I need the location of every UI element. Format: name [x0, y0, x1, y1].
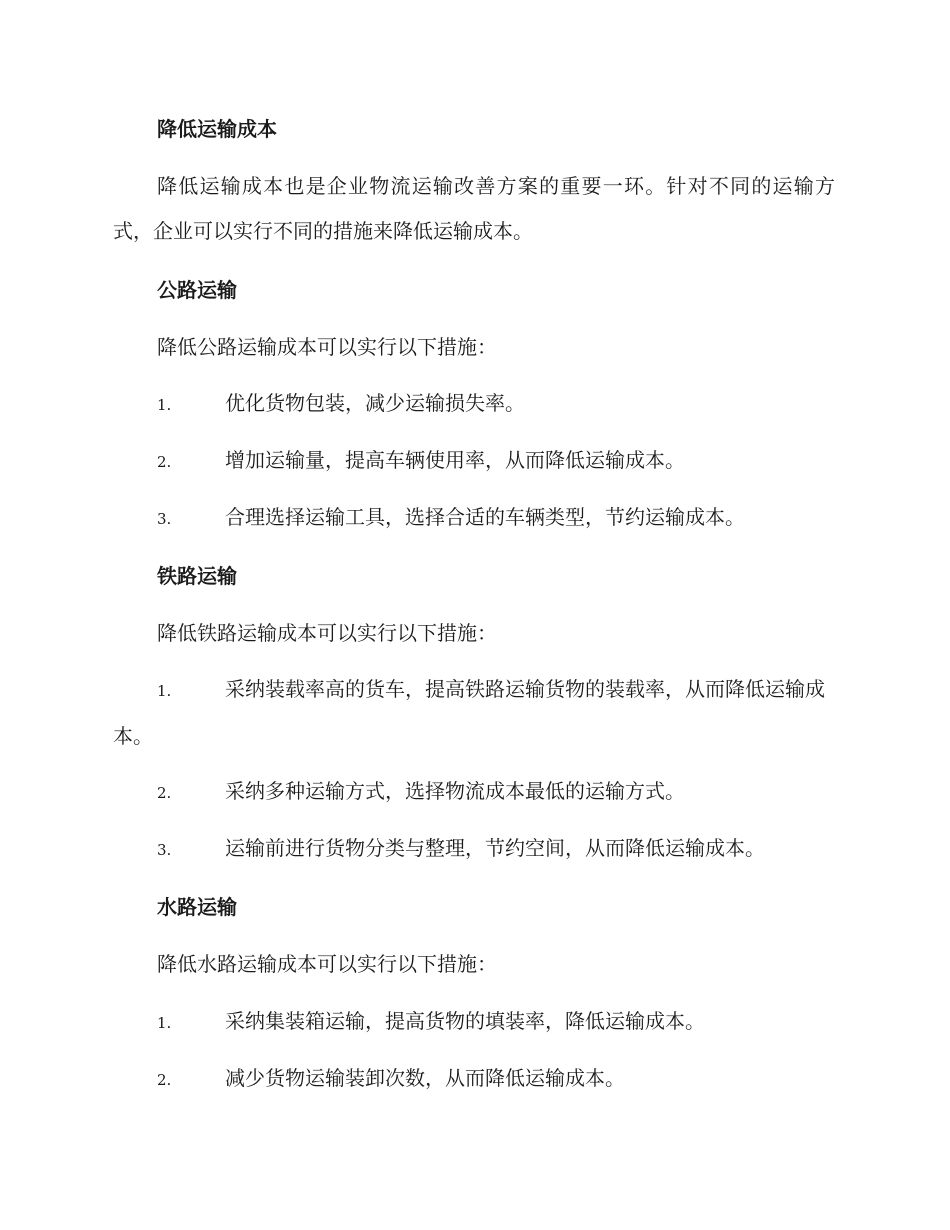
list-text: 优化货物包装，减少运输损失率。: [225, 391, 525, 415]
section-heading-rail: 铁路运输: [157, 564, 237, 588]
list-item: [113, 1056, 835, 1103]
list-text: 采纳集装箱运输，提高货物的填装率，降低运输成本。: [225, 1009, 705, 1033]
rail-lead-text: 降低铁路运输成本可以实行以下措施：: [157, 621, 497, 645]
section-heading-reduce-cost: 降低运输成本: [157, 117, 277, 141]
list-text: 采纳多种运输方式，选择物流成本最低的运输方式。: [225, 779, 685, 803]
list-number: 3.: [157, 841, 172, 859]
list-number: 1.: [157, 1014, 172, 1032]
list-item: [113, 438, 835, 485]
list-text: 增加运输量，提高车辆使用率，从而降低运输成本。: [225, 448, 685, 472]
list-item: [113, 381, 835, 428]
list-text: 合理选择运输工具，选择合适的车辆类型，节约运输成本。: [225, 505, 745, 529]
water-lead-text: 降低水路运输成本可以实行以下措施：: [157, 952, 497, 976]
road-lead-text: 降低公路运输成本可以实行以下措施：: [157, 335, 497, 359]
list-item: [113, 769, 835, 816]
section-heading-road: 公路运输: [157, 278, 237, 302]
list-number: 3.: [157, 510, 172, 528]
list-item: [113, 999, 835, 1046]
section-heading-water: 水路运输: [157, 895, 237, 919]
list-text: 减少货物运输装卸次数，从而降低运输成本。: [225, 1066, 625, 1090]
list-item: [113, 826, 835, 873]
list-text: 采纳装载率高的货车，提高铁路运输货物的装载率，从而降低运输成本。: [113, 677, 825, 748]
list-item: [113, 667, 835, 759]
list-number: 2.: [157, 1071, 172, 1089]
list-item: [113, 495, 835, 542]
list-number: 1.: [157, 396, 172, 414]
list-number: 2.: [157, 784, 172, 802]
list-number: 1.: [157, 682, 172, 700]
list-text: 运输前进行货物分类与整理，节约空间，从而降低运输成本。: [225, 836, 765, 860]
intro-paragraph: 降低运输成本也是企业物流运输改善方案的重要一环。针对不同的运输方式，企业可以实行不同的措施来降低运输成本。: [113, 174, 835, 243]
list-number: 2.: [157, 453, 172, 471]
